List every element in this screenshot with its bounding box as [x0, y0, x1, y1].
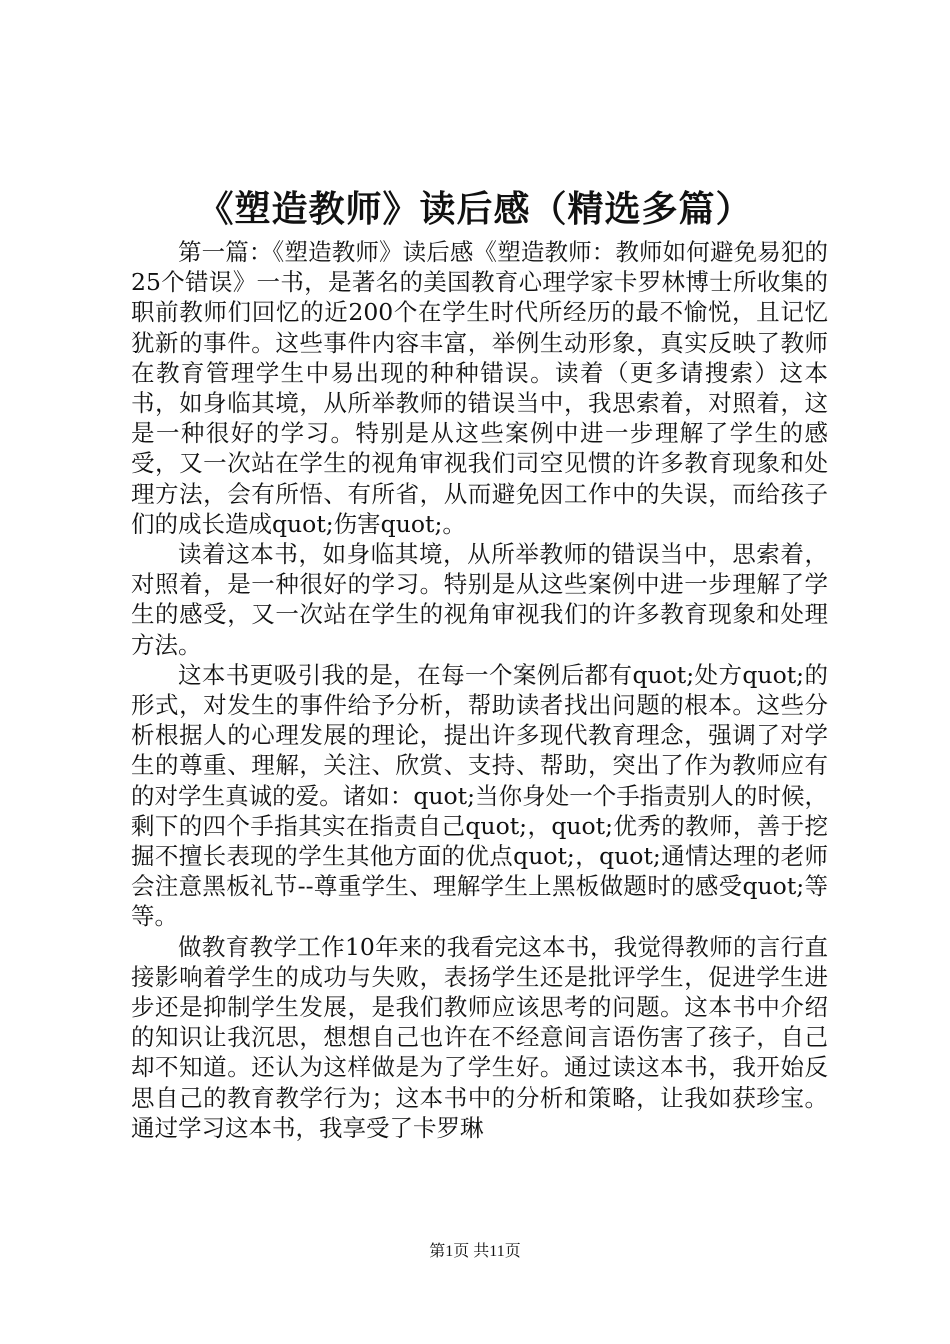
- paragraph: 第一篇：《塑造教师》读后感《塑造教师：教师如何避免易犯的25个错误》一书，是著名的美国教育心理学家卡罗林博士所收集的职前教师们回忆的近200个在学生时代所经历的最不愉悦，且记忆犹新的事件。这些事件内容丰富，举例生动形象，真实反映了教师在教育管理学生中易出现的种种错误。读着（更多请搜索）这本书，如身临其境，从所举教师的错误当中，我思索着，对照着，这是一种很好的学习。特别是从这些案例中进一步理解了学生的感受，又一次站在学生的视角审视我们司空见惯的许多教育现象和处理方法，会有所悟、有所省，从而避免因工作中的失误，而给孩子们的成长造成quot;伤害quot;。: [131, 238, 828, 538]
- paragraph: 做教育教学工作10年来的我看完这本书，我觉得教师的言行直接影响着学生的成功与失败，表扬学生还是批评学生，促进学生进步还是抑制学生发展，是我们教师应该思考的问题。这本书中介绍的知识让我沉思，想想自己也许在不经意间言语伤害了孩子，自己却不知道。还认为这样做是为了学生好。通过读这本书，我开始反思自己的教育教学行为；这本书中的分析和策略，让我如获珍宝。通过学习这本书，我享受了卡罗琳: [131, 932, 828, 1142]
- page-footer: 第1页 共11页: [429, 1243, 521, 1260]
- document-body: [131, 237, 828, 1143]
- paragraph: 读着这本书，如身临其境，从所举教师的错误当中，思索着，对照着，是一种很好的学习。特别是从这些案例中进一步理解了学生的感受，又一次站在学生的视角审视我们的许多教育现象和处理方法。: [131, 540, 828, 659]
- document-title: 《塑造教师》读后感（精选多篇）: [197, 188, 753, 230]
- paragraph: 这本书更吸引我的是，在每一个案例后都有quot;处方quot;的形式，对发生的事件给予分析，帮助读者找出问题的根本。这些分析根据人的心理发展的理论，提出许多现代教育理念，强调了对学生的尊重、理解，关注、欣赏、支持、帮助，突出了作为教师应有的对学生真诚的爱。诸如：quot;当你身处一个手指责别人的时候，剩下的四个手指其实在指责自己quot;，quot;优秀的教师，善于挖掘不擅长表现的学生其他方面的优点quot;，quot;通情达理的老师会注意黑板礼节--尊重学生、理解学生上黑板做题时的感受quot;等等。: [131, 660, 828, 931]
